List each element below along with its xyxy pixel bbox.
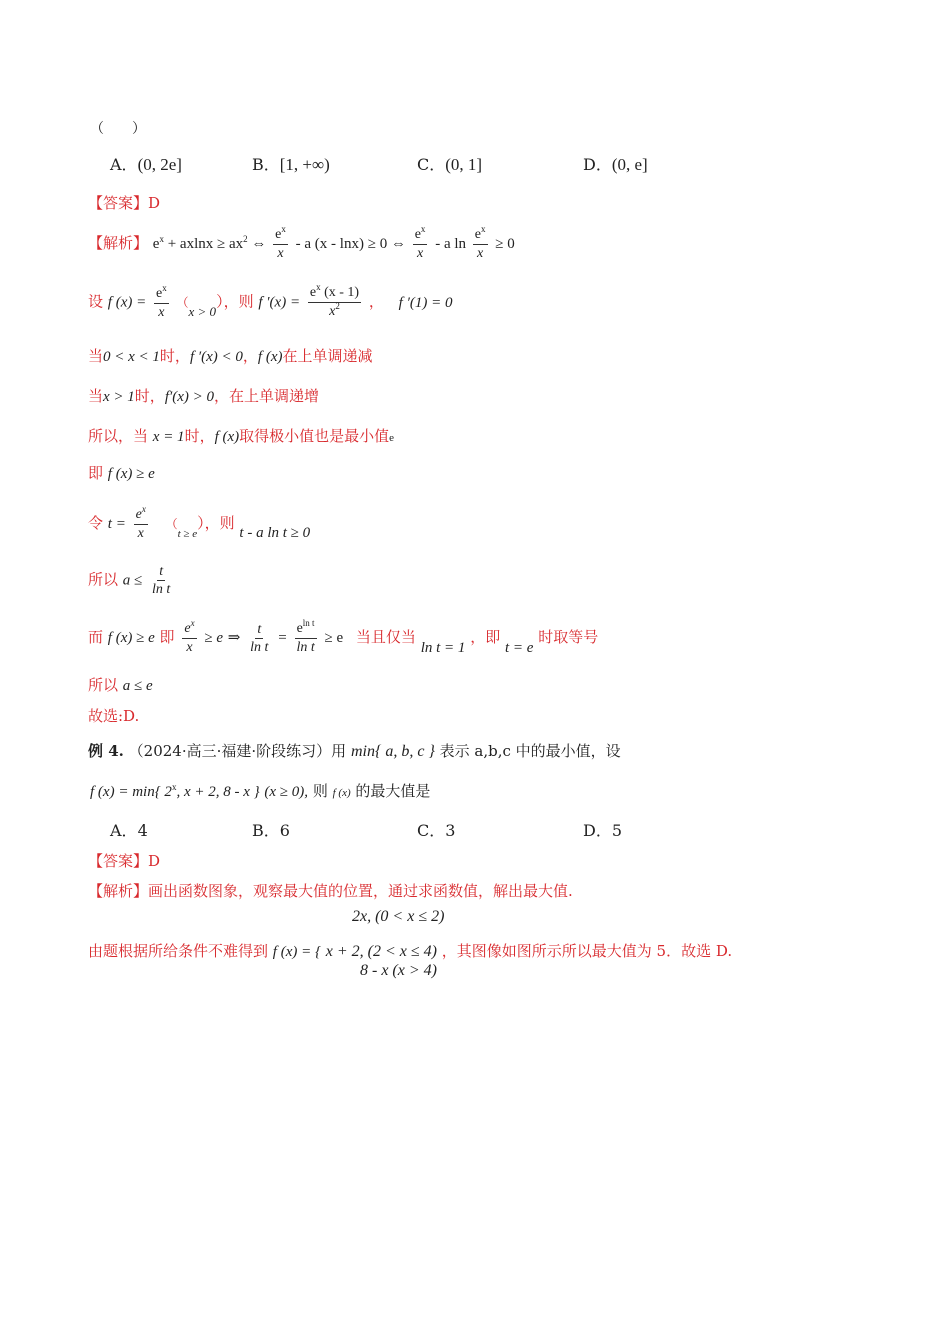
q3-analysis-line10: 所以 a ≤ e <box>88 676 153 694</box>
q4-function: f (x) = min{ 2$^x$, x + 2, 8 - x } (x ≥ 0), 则 f (x) 的最大值是 <box>90 782 431 800</box>
option-c: C．(0, 1] <box>417 155 483 174</box>
q3-analysis-line2: 设 f (x) = $\frac{e^x}{x}$ （x > 0），则 f ′(x) = $\frac{e^x (x - 1)}{x^2}$ ， f ′(1) = 0 <box>88 282 453 320</box>
q4-label: 例 4. <box>88 742 124 760</box>
q3-analysis-line7: 令 t = $\frac{e^x}{x}$ $(_{t \ge e})$，则 t - a ln t ≥ 0 <box>88 504 311 541</box>
q3-analysis-line1: 【解析】 $e^x + axlnx \ge ax^2$ ⇔ $\frac{e^x}{x}$ - a (x - lnx) ≥ 0 ⇔ $\frac{e^x}{x}$ - a ln $\frac{e^x}{x}$ ≥ 0 <box>88 224 515 261</box>
piecewise-bottom: 8 - x (x > 4) <box>360 962 437 979</box>
piecewise-top: 2x, (0 < x ≤ 2) <box>352 908 445 925</box>
option-c: C．3 <box>417 821 456 840</box>
q3-analysis-line4: 当x > 1时，f′(x) > 0，在上单调递增 <box>88 387 320 405</box>
option-a: A．4 <box>110 821 148 840</box>
q3-analysis-line8: 所以 a ≤ $\frac{t}{\text{ln t}}$ <box>88 564 171 597</box>
q3-analysis-line5: 所以，当 x = 1时，f (x)取得极小值也是最小值e <box>88 427 395 445</box>
q3-conclusion: 故选:D. <box>88 707 140 725</box>
fraction: $\frac{e^x}{x}$ <box>275 224 286 261</box>
option-d: D．(0, e] <box>583 155 648 174</box>
analysis-tag: 【解析】 <box>88 234 149 252</box>
q3-analysis-line6: 即 f (x) ≥ e <box>88 464 155 482</box>
option-b: B．6 <box>252 821 290 840</box>
q4-header: 例 4. （2024·高三·福建·阶段练习）用 min{ a, b, c } 表示 a,b,c 中的最小值，设 <box>88 742 621 760</box>
option-b: B．[1, +∞) <box>252 155 330 174</box>
q3-analysis-line9: 而 f (x) ≥ e 即 $\frac{e^x}{x}$ ≥ e ⇒ $\frac{t}{\text{ln t}}$ = $\frac{e^{ln t}}{\text{ln t}}$ ≥ e 当且仅当 ln t = 1 ，即 t = e 时取等号 <box>88 618 599 656</box>
fraction: $\frac{e^x}{x}$ <box>474 224 486 261</box>
blank-paren: （ ） <box>90 121 146 137</box>
q4-analysis: 【解析】画出函数图象，观察最大值的位置，通过求函数值，解出最大值. <box>88 882 573 900</box>
fraction: $\frac{e^x}{x}$ <box>414 224 426 261</box>
piecewise-line: 由题根据所给条件不难得到 f (x) = { x + 2, (2 < x ≤ 4) ，其图像如图所示所以最大值为 5．故选 D. <box>88 942 733 960</box>
option-a: A．(0, 2e] <box>110 155 182 174</box>
q3-analysis-line3: 当0 < x < 1时，f ′(x) < 0，f (x)在上单调递减 <box>88 347 373 365</box>
option-d: D．5 <box>583 821 623 840</box>
q4-answer: 【答案】D <box>88 852 161 870</box>
q3-answer: 【答案】D <box>88 194 161 212</box>
